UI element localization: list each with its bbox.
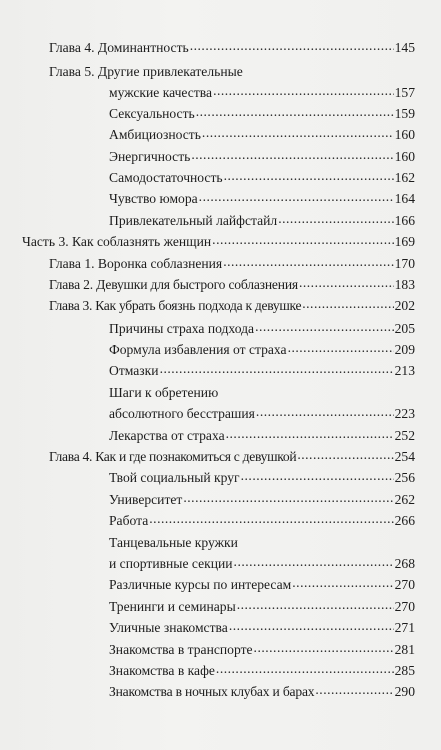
toc-entry: [109, 662, 415, 680]
toc-entry-page: 145: [394, 40, 415, 55]
toc-entry: [109, 320, 415, 338]
toc-entry-title: Уличные знакомства: [109, 620, 228, 635]
toc-entry: [109, 105, 415, 123]
toc-entry-page: 157: [394, 85, 415, 100]
toc-leader-dots: [223, 253, 393, 271]
toc-entry-title: Твой социальный круг: [109, 470, 240, 485]
toc-entry-title: Часть 3. Как соблазнять женщин: [22, 234, 212, 249]
toc-entry: [109, 683, 415, 701]
toc-leader-dots: [315, 681, 393, 699]
toc-leader-dots: [255, 318, 394, 336]
toc-leader-dots: [226, 425, 394, 443]
toc-entry: [109, 512, 415, 530]
toc-entry-title: Отмазки: [109, 363, 159, 378]
toc-entry-page: 254: [394, 449, 415, 464]
toc-entry-page: 290: [394, 684, 415, 699]
toc-entry-title: Шаги к обретению: [109, 385, 219, 400]
toc-entry-title: Работа: [109, 513, 149, 528]
toc-leader-dots: [149, 510, 393, 528]
toc-entry-title: Знакомства в кафе: [109, 663, 215, 678]
toc-entry: [109, 126, 415, 144]
toc-entry-page: 202: [394, 298, 415, 313]
toc-entry-page: 268: [394, 556, 415, 571]
toc-entry-page: 209: [394, 342, 415, 357]
toc-entry-page: 285: [394, 663, 415, 678]
toc-leader-dots: [234, 553, 394, 571]
toc-entry-title: Глава 2. Девушки для быстрого соблазнения: [49, 277, 298, 292]
toc-entry-title: Глава 4. Доминантность: [49, 40, 189, 55]
toc-entry: [109, 384, 218, 402]
toc-entry: [49, 39, 415, 57]
toc-entry-page: 252: [394, 428, 415, 443]
toc-entry-page: 281: [394, 642, 415, 657]
toc-entry-title: Сексуальность: [109, 106, 195, 121]
toc-entry-title: Танцевальные кружки: [109, 535, 238, 550]
toc-entry-page: 162: [394, 170, 415, 185]
toc-entry-page: 266: [394, 513, 415, 528]
toc-entry-page: 183: [394, 277, 415, 292]
toc-leader-dots: [199, 188, 394, 206]
toc-leader-dots: [216, 660, 394, 678]
toc-entry-title: Знакомства в ночных клубах и барах: [109, 684, 315, 699]
toc-entry-page: 159: [394, 106, 415, 121]
toc-entry-title: Университет: [109, 492, 183, 507]
toc-entry-title: Глава 4. Как и где познакомиться с девушкой: [49, 449, 297, 464]
toc-entry-title: Различные курсы по интересам: [109, 577, 292, 592]
toc-entry-title: Глава 3. Как убрать боязнь подхода к девушке: [49, 298, 302, 313]
toc-leader-dots: [302, 295, 393, 313]
toc-leader-dots: [213, 82, 394, 100]
toc-leader-dots: [229, 617, 394, 635]
toc-leader-dots: [191, 146, 393, 164]
toc-entry: [109, 362, 415, 380]
toc-entry-page: 262: [394, 492, 415, 507]
toc-entry-title: мужские качества: [109, 85, 213, 100]
toc-entry-page: 166: [394, 213, 415, 228]
toc-entry-title: Амбициозность: [109, 127, 201, 142]
toc-entry: [109, 148, 415, 166]
toc-leader-dots: [254, 639, 394, 657]
toc-entry-title: Самодостаточность: [109, 170, 223, 185]
toc-entry-title: и спортивные секции: [109, 556, 233, 571]
toc-entry-title: Знакомства в транспорте: [109, 642, 253, 657]
toc-entry-title: Формула избавления от страха: [109, 342, 287, 357]
toc-entry: [22, 233, 415, 251]
toc-entry-page: 170: [394, 256, 415, 271]
toc-entry-page: 256: [394, 470, 415, 485]
toc-entry: [109, 84, 415, 102]
toc-entry-page: 270: [394, 599, 415, 614]
toc-entry: [109, 341, 415, 359]
toc-entry-page: 164: [394, 191, 415, 206]
toc-entry-title: Привлекательный лайфстайл: [109, 213, 278, 228]
toc-entry: [49, 276, 415, 294]
toc-entry-page: 160: [394, 127, 415, 142]
toc-entry: [49, 63, 243, 81]
toc-leader-dots: [237, 596, 394, 614]
toc-entry-title: Чувство юмора: [109, 191, 198, 206]
toc-leader-dots: [288, 339, 394, 357]
toc-entry-page: 270: [394, 577, 415, 592]
toc-entry-title: Причины страха подхода: [109, 321, 255, 336]
toc-leader-dots: [190, 37, 394, 55]
toc-entry-page: 213: [394, 363, 415, 378]
toc-entry: [49, 297, 415, 315]
toc-entry-title: Лекарства от страха: [109, 428, 225, 443]
toc-entry-title: абсолютного бесстрашия: [109, 406, 255, 421]
toc-entry-title: Тренинги и семинары: [109, 599, 236, 614]
toc-entry: [109, 491, 415, 509]
toc-entry: [109, 405, 415, 423]
toc-entry-page: 160: [394, 149, 415, 164]
toc-leader-dots: [160, 360, 394, 378]
toc-leader-dots: [256, 403, 394, 421]
toc-leader-dots: [224, 167, 394, 185]
toc-leader-dots: [278, 210, 393, 228]
toc-entry-page: 169: [394, 234, 415, 249]
toc-entry: [109, 469, 415, 487]
toc-entry: [49, 448, 415, 466]
toc-entry-page: 205: [394, 321, 415, 336]
toc-leader-dots: [202, 124, 394, 142]
toc-leader-dots: [241, 467, 394, 485]
toc-entry: [109, 619, 415, 637]
toc-entry-title: Глава 5. Другие привлекательные: [49, 64, 243, 79]
toc-leader-dots: [297, 446, 393, 464]
toc-entry: [109, 427, 415, 445]
toc-entry: [109, 212, 415, 230]
toc-leader-dots: [196, 103, 394, 121]
toc-entry-title: Энергичность: [109, 149, 191, 164]
toc-leader-dots: [212, 231, 393, 249]
toc-entry: [109, 576, 415, 594]
toc-entry-page: 223: [394, 406, 415, 421]
toc-entry: [109, 190, 415, 208]
toc-entry: [109, 534, 238, 552]
toc-entry: [109, 169, 415, 187]
toc-entry-page: 271: [394, 620, 415, 635]
toc-leader-dots: [292, 574, 393, 592]
toc-entry-title: Глава 1. Воронка соблазнения: [49, 256, 223, 271]
toc-entry: [109, 641, 415, 659]
toc-leader-dots: [299, 274, 394, 292]
toc-entry: [109, 555, 415, 573]
toc-entry: [49, 255, 415, 273]
toc-leader-dots: [183, 489, 393, 507]
toc-entry: [109, 598, 415, 616]
